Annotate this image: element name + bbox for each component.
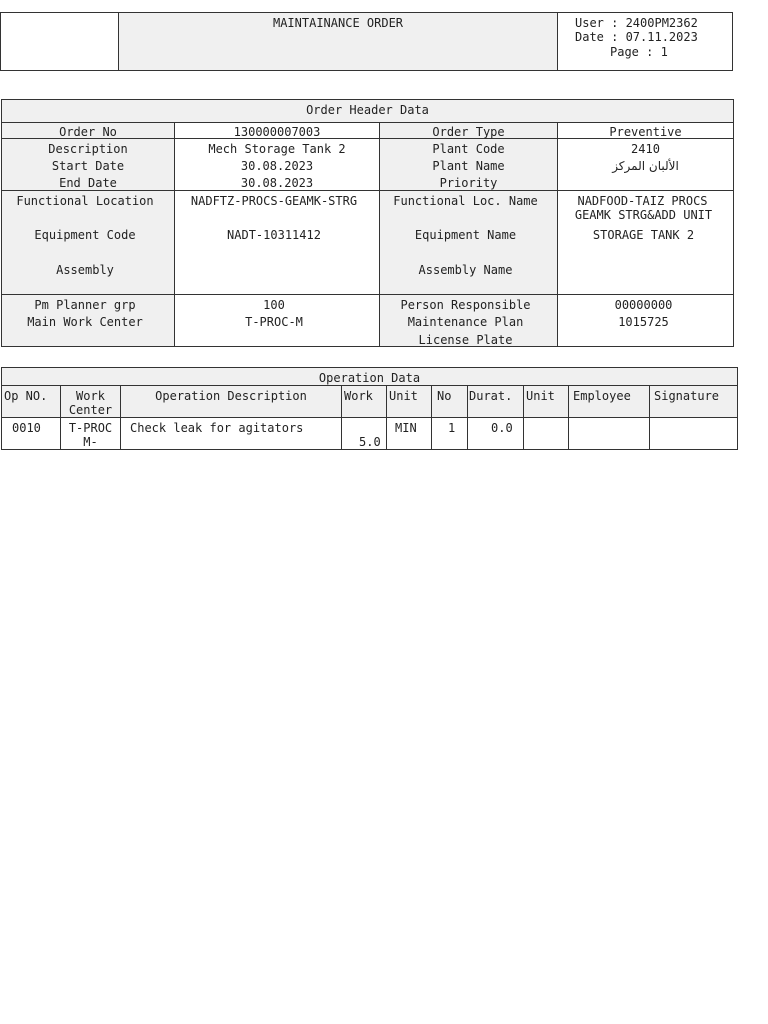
row-no: 1 — [448, 421, 456, 435]
start-date-label: Start Date — [51, 159, 125, 173]
equipment-code-value: NADT-10311412 — [227, 228, 321, 242]
person-responsible-label: Person Responsible — [400, 298, 531, 312]
col-work: Work — [344, 389, 373, 403]
order-no-label: Order No — [59, 125, 117, 139]
plant-name-label: Plant Name — [432, 159, 505, 173]
row-work: 5.0 — [359, 435, 381, 449]
main-work-center-value: T-PROC-M — [245, 315, 303, 329]
order-no-value: 130000007003 — [233, 125, 321, 139]
start-date-value: 30.08.2023 — [240, 159, 314, 173]
print-date: Date : 07.11.2023 — [575, 30, 698, 44]
end-date-value: 30.08.2023 — [240, 176, 314, 190]
equipment-name-value: STORAGE TANK 2 — [592, 228, 695, 242]
license-plate-label: License Plate — [418, 333, 513, 347]
operation-data-title: Operation Data — [318, 371, 421, 385]
order-header-title: Order Header Data — [306, 103, 429, 117]
equipment-code-label: Equipment Code — [34, 228, 136, 242]
col-work-center-line2: Center — [68, 403, 113, 417]
col-duration: Durat. — [469, 389, 513, 403]
col-no: No — [437, 389, 452, 403]
row-duration: 0.0 — [491, 421, 513, 435]
plant-code-label: Plant Code — [432, 142, 505, 156]
pm-planner-label: Pm Planner grp — [34, 298, 136, 312]
user-id: User : 2400PM2362 — [575, 16, 698, 30]
row-unit: MIN — [395, 421, 417, 435]
row-work-center-line2: M- — [83, 435, 98, 449]
col-unit: Unit — [389, 389, 418, 403]
row-operation-description: Check leak for agitators — [130, 421, 304, 435]
plant-name-value: الألبان المركز — [612, 159, 679, 173]
row-work-center-line1: T-PROC — [68, 421, 113, 435]
description-value: Mech Storage Tank 2 — [208, 142, 346, 156]
functional-loc-name-line2: GEAMK STRG&ADD UNIT — [574, 208, 713, 222]
priority-label: Priority — [439, 176, 498, 190]
col-work-center-line1: Work — [76, 389, 105, 403]
order-type-value: Preventive — [609, 125, 682, 139]
description-label: Description — [48, 142, 128, 156]
functional-loc-name-line1: NADFOOD-TAIZ PROCS — [577, 194, 708, 208]
functional-location-value: NADFTZ-PROCS-GEAMK-STRG — [190, 194, 358, 208]
functional-location-label: Functional Location — [16, 194, 154, 208]
document-header — [0, 12, 733, 71]
main-work-center-label: Main Work Center — [27, 315, 143, 329]
order-header-table — [1, 99, 734, 347]
end-date-label: End Date — [59, 176, 117, 190]
document-title: MAINTAINANCE ORDER — [272, 16, 404, 30]
maintenance-plan-label: Maintenance Plan — [407, 315, 524, 329]
col-employee: Employee — [573, 389, 631, 403]
assembly-name-label: Assembly Name — [418, 263, 513, 277]
person-responsible-value: 00000000 — [614, 298, 673, 312]
page-number: Page : 1 — [610, 45, 668, 59]
assembly-label: Assembly — [56, 263, 114, 277]
maintenance-plan-value: 1015725 — [618, 315, 669, 329]
equipment-name-label: Equipment Name — [414, 228, 517, 242]
order-type-label: Order Type — [432, 125, 505, 139]
col-operation-description: Operation Description — [155, 389, 307, 403]
functional-loc-name-label: Functional Loc. Name — [393, 194, 538, 208]
plant-code-value: 2410 — [631, 142, 660, 156]
row-op-no: 0010 — [12, 421, 41, 435]
col-op-no: Op NO. — [4, 389, 48, 403]
col-unit-2: Unit — [526, 389, 555, 403]
pm-planner-value: 100 — [263, 298, 285, 312]
col-signature: Signature — [654, 389, 720, 403]
operation-data-table — [1, 367, 738, 450]
